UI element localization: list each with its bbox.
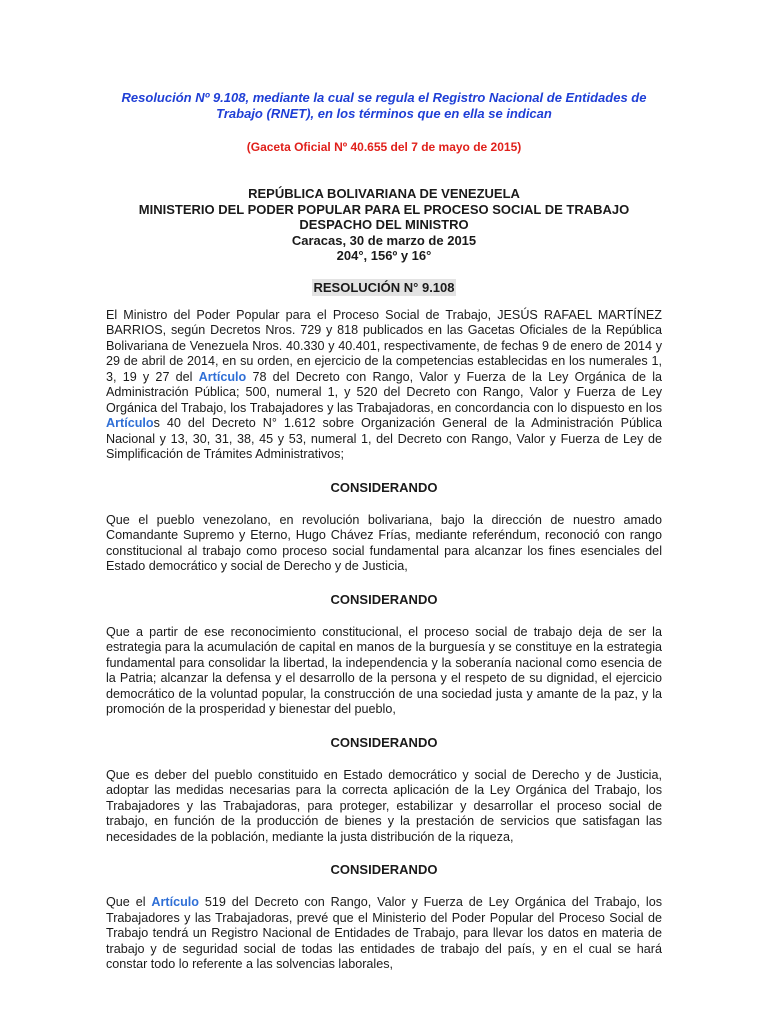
document-body xyxy=(106,90,662,973)
intro-text-2: 78 del Decreto con Rango, Valor y Fuerza de la Ley Orgánica de la Administración Pública; 500, numeral 1, y 520 del Decreto con Rango, Valor y Fuerza de Ley Orgánica del Trabajo, los Trabajadores y las Trabajadoras, en concordancia con lo dispuesto en los xyxy=(106,369,662,415)
heading-line-office: DESPACHO DEL MINISTRO xyxy=(299,217,469,232)
considerando-paragraph xyxy=(106,895,662,973)
article-link[interactable]: Artículo xyxy=(198,369,247,384)
considerando-heading: CONSIDERANDO xyxy=(330,591,438,607)
intro-text-3: 40 del Decreto N° 1.612 sobre Organización General de la Administración Pública Nacional y 13, 30, 31, 38, 45 y 53, numeral 1, del Decreto con Rango, Valor y Fuerza de Ley de Simplificación de Trámites Administrativos; xyxy=(106,416,662,461)
considerando-text-pre: Que el xyxy=(106,895,152,909)
intro-text-1: El Ministro del Poder Popular para el Proceso Social de Trabajo, JESÚS RAFAEL MARTÍNEZ BARRIOS, según Decretos Nros. 729 y 818 publicados en las Gacetas Oficiales de la República Bolivariana de Venezuela Nros. 40.330 y 40.401, respectivamente, de fechas 9 de enero de 2014 y 29 de abril de 2014, en su orden, en ejercicio de la competencias establecidas en los numerales 1, 3, 19 y 27 del xyxy=(106,307,662,384)
considerando-paragraph: Que es deber del pueblo constituido en Estado democrático y social de Derecho y de Justicia, adoptar las medidas necesarias para la correcta aplicación de la Ley Orgánica del Trabajo, los Trabajadores y las Trabajadoras, para proteger, estabilizar y desarrollar el proceso social de trabajo, en función de la producción de bienes y la prestación de servicios que satisfagan las necesidades de la población, mediante la justa distribución de la riqueza, xyxy=(106,767,662,844)
considerando-text: 519 del Decreto con Rango, Valor y Fuerza de Ley Orgánica del Trabajo, los Trabajadores y las Trabajadoras, prevé que el Ministerio del Poder Popular del Proceso Social de Trabajo tendrá un Registro Nacional de Entidades de Trabajo, para llevar los datos en materia de trabajo y de seguridad social de todas las entidades de trabajo del país, y en el cual se hará constar todo lo referente a las solvencias laborales, xyxy=(106,895,662,971)
considerando-paragraph: Que el pueblo venezolano, en revolución bolivariana, bajo la dirección de nuestro amado Comandante Supremo y Eterno, Hugo Chávez Frías, mediante referéndum, reconoció con rango constitucional al trabajo como proceso social fundamental para alcanzar los fines esenciales del Estado democrático y social de Derecho y de Justicia, xyxy=(106,512,662,573)
institution-heading xyxy=(106,186,662,264)
considerando-heading: CONSIDERANDO xyxy=(330,862,438,877)
resolution-number: RESOLUCIÓN N° 9.108 xyxy=(313,279,455,295)
heading-line-years: 204°, 156º y 16° xyxy=(336,248,432,263)
document-title: Resolución Nº 9.108, mediante la cual se regula el Registro Nacional de Entidades de Trabajo (RNET), en los términos que en ella se indican xyxy=(121,90,647,121)
intro-paragraph xyxy=(106,308,662,463)
intro-text-2-suffix: s xyxy=(153,416,160,430)
resolution-label xyxy=(106,280,662,296)
considerando-heading: CONSIDERANDO xyxy=(330,734,438,750)
article-link[interactable]: Artículo xyxy=(151,895,199,909)
gaceta-reference: (Gaceta Oficial Nº 40.655 del 7 de mayo de 2015) xyxy=(246,140,522,154)
considerando-paragraph: Que a partir de ese reconocimiento constitucional, el proceso social de trabajo deja de ser la estrategia para la acumulación de capital en manos de la burguesía y se constituye en la estrategia fundamental para consolidar la libertad, la independencia y la soberanía nacional como esencia de la Patria; alcanzar la defensa y el desarrollo de la persona y el respeto de su dignidad, el ejercicio democrático de la voluntad popular, la construcción de una sociedad justa y amante de la paz, y la promoción de la prosperidad y bienestar del pueblo, xyxy=(106,624,662,716)
heading-line-date: Caracas, 30 de marzo de 2015 xyxy=(291,232,477,248)
heading-line-republic: REPÚBLICA BOLIVARIANA DE VENEZUELA xyxy=(248,186,520,201)
article-link[interactable]: Artículo xyxy=(106,416,154,430)
considerando-heading: CONSIDERANDO xyxy=(330,479,438,495)
heading-line-ministry: MINISTERIO DEL PODER POPULAR PARA EL PROCESO SOCIAL DE TRABAJO xyxy=(138,201,630,217)
